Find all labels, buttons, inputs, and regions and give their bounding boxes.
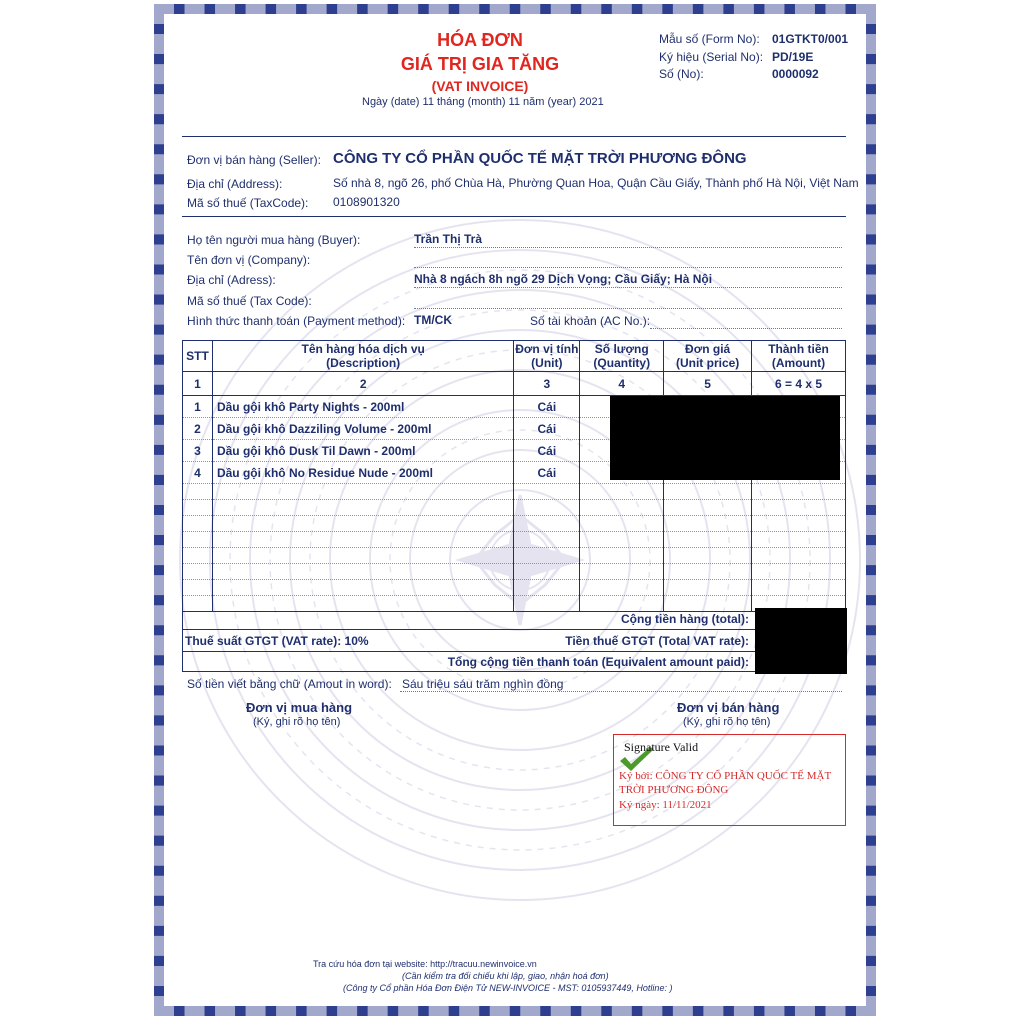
row-stt: 4	[183, 462, 213, 484]
footer-note: (Cần kiểm tra đối chiếu khi lập, giao, nhận hoá đơn)	[402, 971, 609, 981]
form-no-label: Mẫu số (Form No):	[659, 32, 760, 46]
index-cell: 4	[580, 372, 664, 396]
amount-words-value: Sáu triệu sáu trăm nghìn đồng	[402, 677, 564, 691]
index-cell: 1	[183, 372, 213, 396]
header-description-en: (Description)	[326, 356, 401, 370]
signed-date-text: Ký ngày: 11/11/2021	[619, 799, 712, 811]
buyer-company-label: Tên đơn vị (Company):	[187, 253, 311, 267]
header-amount-vi: Thành tiền	[768, 342, 829, 356]
form-no-value: 01GTKT0/001	[772, 32, 849, 46]
redacted-totals	[755, 608, 847, 674]
empty-row	[183, 548, 846, 564]
seller-tax-label: Mã số thuế (TaxCode):	[187, 196, 309, 210]
seller-name: CÔNG TY CỔ PHẦN QUỐC TẾ MẶT TRỜI PHƯƠNG ĐÔNG	[333, 150, 747, 167]
header-amount	[752, 341, 846, 372]
row-unit: Cái	[514, 418, 580, 440]
index-cell: 6 = 4 x 5	[752, 372, 846, 396]
vat-amount-label: Tiền thuế GTGT (Total VAT rate):	[565, 634, 749, 648]
invoice-title-en: (VAT INVOICE)	[431, 78, 529, 94]
seller-signature-note: (Ký, ghi rõ họ tên)	[683, 716, 771, 728]
index-cell: 2	[212, 372, 513, 396]
dotted-line	[400, 691, 842, 692]
seller-label: Đơn vị bán hàng (Seller):	[187, 153, 321, 167]
row-unit: Cái	[514, 440, 580, 462]
row-description: Dầu gội khô No Residue Nude - 200ml	[212, 462, 513, 484]
buyer-address-label: Địa chỉ (Adress):	[187, 273, 276, 287]
signed-by-text: Ký bởi: CÔNG TY CỔ PHẦN QUỐC TẾ MẶT TRỜI PHƯƠNG ĐÔNG	[619, 770, 831, 796]
header-price-vi: Đơn giá	[685, 342, 731, 356]
header-quantity-en: (Quantity)	[593, 356, 651, 370]
index-cell: 5	[664, 372, 752, 396]
payment-method-value: TM/CK	[414, 313, 452, 327]
row-unit: Cái	[514, 396, 580, 418]
empty-row	[183, 516, 846, 532]
invoice-date: Ngày (date) 11 tháng (month) 11 năm (year) 2021	[362, 96, 604, 108]
header-quantity	[580, 341, 664, 372]
empty-row	[183, 500, 846, 516]
buyer-address: Nhà 8 ngách 8h ngõ 29 Dịch Vọng; Cầu Giấy; Hà Nội	[414, 272, 713, 286]
buyer-name: Trần Thị Trà	[414, 232, 483, 246]
header-quantity-vi: Số lượng	[594, 342, 649, 356]
footer-lookup: Tra cứu hóa đơn tại website: http://tracuu.newinvoice.vn	[313, 959, 537, 969]
signature-valid-text: Signature Valid	[624, 740, 699, 754]
table-header-row	[183, 341, 846, 372]
header-price-en: (Unit price)	[675, 356, 740, 370]
serial-no-value: PD/19E	[772, 50, 814, 64]
invoice-no-value: 0000092	[772, 67, 819, 81]
header-description	[212, 341, 513, 372]
header-description-vi: Tên hàng hóa dịch vụ	[301, 342, 425, 356]
grand-total-label: Tổng cộng tiền thanh toán (Equivalent amount paid):	[447, 655, 749, 669]
vat-rate-label: Thuế suất GTGT (VAT rate): 10%	[185, 634, 369, 648]
header-unit-price	[664, 341, 752, 372]
digital-signature-box	[613, 734, 846, 826]
empty-row	[183, 580, 846, 596]
serial-no-label: Ký hiệu (Serial No):	[659, 50, 764, 64]
payment-method-label: Hình thức thanh toán (Payment method):	[187, 314, 406, 328]
dotted-line	[414, 247, 842, 248]
buyer-signature-note: (Ký, ghi rõ họ tên)	[253, 716, 341, 728]
subtotal-label: Cộng tiền hàng (total):	[621, 612, 749, 626]
empty-row	[183, 532, 846, 548]
row-description: Dầu gội khô Party Nights - 200ml	[212, 396, 513, 418]
divider	[182, 136, 846, 137]
subtotal-row	[182, 608, 846, 630]
dotted-line	[650, 328, 842, 329]
header-amount-en: (Amount)	[771, 356, 826, 370]
footer-company: (Công ty Cổ phần Hóa Đơn Điện Tử NEW-INVOICE - MST: 0105937449, Hotline: )	[343, 983, 673, 993]
header-unit	[514, 341, 580, 372]
column-index-row	[183, 372, 846, 396]
seller-tax-code: 0108901320	[333, 195, 400, 209]
invoice-title-vat: GIÁ TRỊ GIA TĂNG	[400, 54, 560, 74]
account-no-label: Số tài khoản (AC No.):	[530, 314, 651, 328]
dotted-line	[414, 308, 842, 309]
header-stt: STT	[183, 341, 213, 372]
grand-total-row	[182, 652, 846, 672]
buyer-name-label: Họ tên người mua hàng (Buyer):	[187, 233, 361, 247]
divider	[182, 216, 846, 217]
seller-address: Số nhà 8, ngõ 26, phố Chùa Hà, Phường Quan Hoa, Quận Cầu Giấy, Thành phố Hà Nội, Việt Nam	[333, 176, 859, 190]
row-unit: Cái	[514, 462, 580, 484]
header-unit-en: (Unit)	[531, 356, 563, 370]
amount-words-label: Số tiền viết bằng chữ (Amout in word):	[187, 677, 392, 691]
row-description: Dầu gội khô Dusk Til Dawn - 200ml	[212, 440, 513, 462]
buyer-tax-label: Mã số thuế (Tax Code):	[187, 294, 312, 308]
invoice-no-label: Số (No):	[659, 67, 704, 81]
dotted-line	[414, 267, 842, 268]
empty-row	[183, 484, 846, 500]
header-unit-vi: Đơn vị tính	[515, 342, 579, 356]
row-description: Dầu gội khô Dazziling Volume - 200ml	[212, 418, 513, 440]
invoice-title: HÓA ĐƠN	[437, 30, 523, 50]
row-stt: 2	[183, 418, 213, 440]
redacted-amounts	[610, 396, 840, 480]
row-stt: 3	[183, 440, 213, 462]
index-cell: 3	[514, 372, 580, 396]
seller-address-label: Địa chỉ (Address):	[187, 177, 283, 191]
dotted-line	[414, 287, 842, 288]
empty-row	[183, 564, 846, 580]
buyer-signature-title: Đơn vị mua hàng	[246, 700, 353, 715]
row-stt: 1	[183, 396, 213, 418]
vat-row	[182, 630, 846, 652]
seller-signature-title: Đơn vị bán hàng	[677, 700, 780, 715]
